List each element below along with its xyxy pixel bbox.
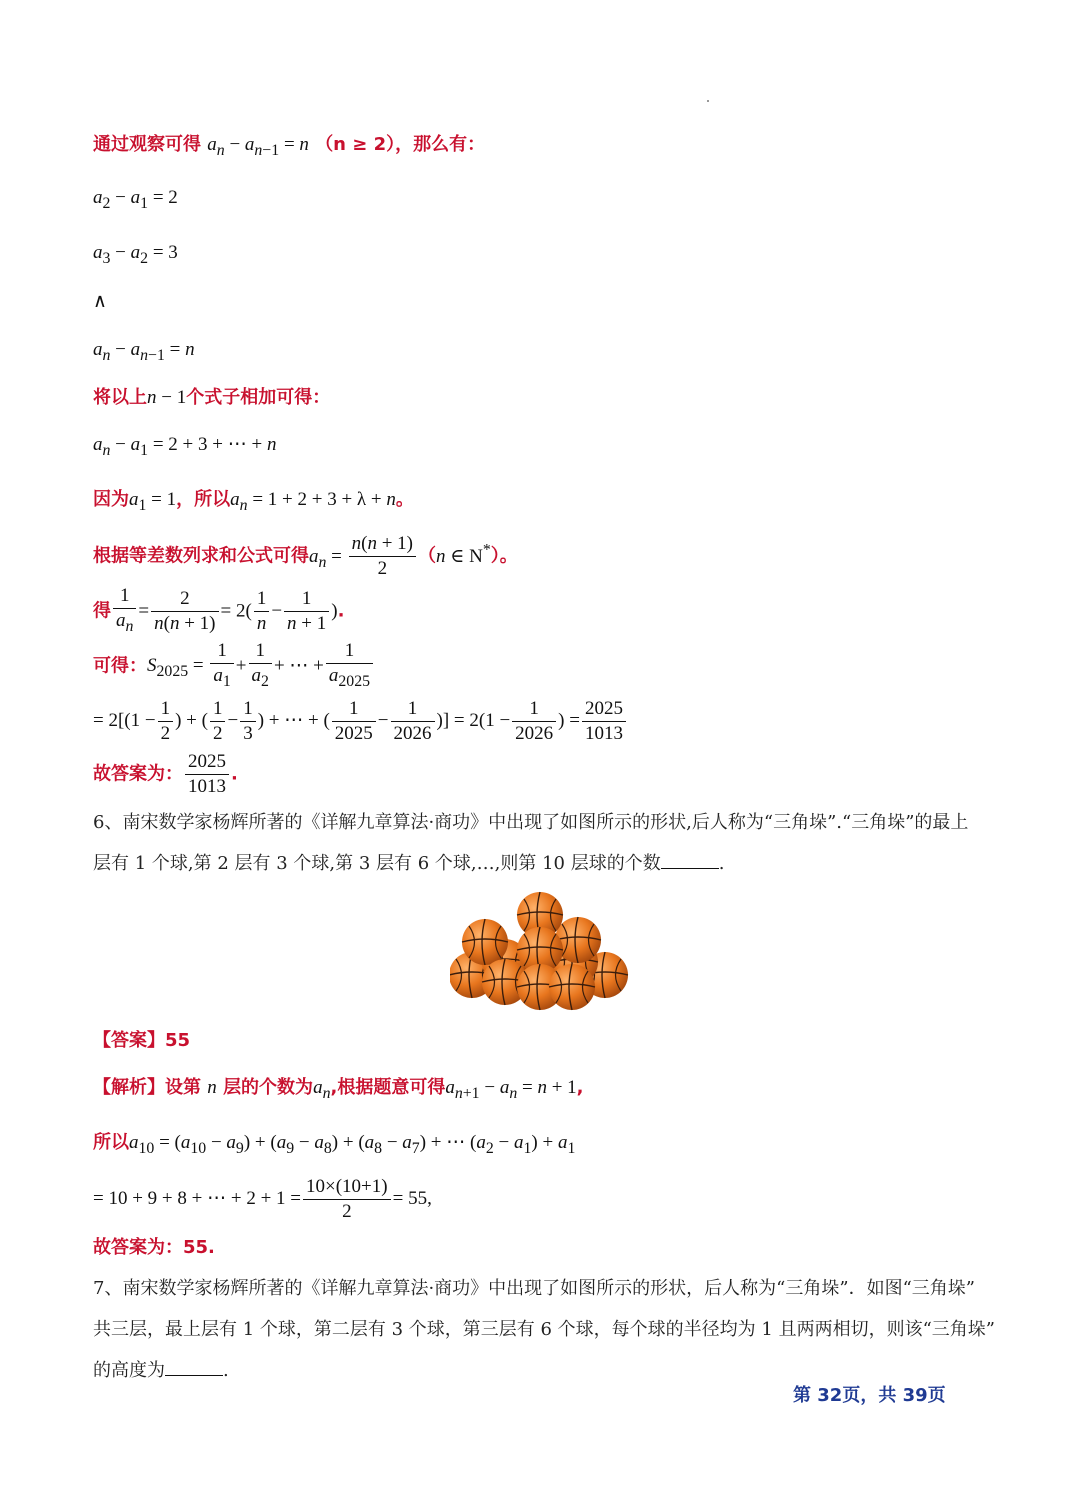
telescoping-line: = 2[(1 − $\frac{1}{2}$ ) + ( $\frac{1}{2}$ − $\frac{1}{3}$ ) + ⋯ + ( $\frac{1}{2025}$ − $\frac{1}{2026}$ )] = 2(1 − $\frac{1}{2026}$ ) = $\frac{2025}{1013}$ bbox=[93, 697, 628, 746]
partial-sum-line: 可得：$S_{2025}$ = $\frac{1}{a_1}$ + $\frac{1}{a_2}$ + ⋯ + $\frac{1}{a_{2025}}$ bbox=[93, 639, 375, 694]
equation-2: $a_3 - a_2 = 3$ bbox=[93, 242, 178, 267]
q6-line1: 6、南宋数学家杨辉所著的《详解九章算法·商功》中出现了如图所示的形状,后人称为“三角垛”.“三角垛”的最上 bbox=[93, 812, 969, 833]
answer-blank bbox=[165, 1359, 223, 1376]
q7-line2: 共三层，最上层有 1 个球，第二层有 3 个球，第三层有 6 个球，每个球的半径均为 1 且两两相切，则该“三角垛” bbox=[93, 1319, 995, 1340]
since-line: 因为$a_1 = 1$，所以$a_n = 1 + 2 + 3 + \lambda + n$。 bbox=[93, 489, 414, 514]
equation-n: $a_n - a_{n-1} = n$ bbox=[93, 339, 195, 364]
q6-answer-tag: 【答案】55 bbox=[93, 1030, 191, 1051]
sum-statement: 将以上n − 1个式子相加可得： bbox=[93, 387, 331, 408]
q6-final-answer: 故答案为：55. bbox=[93, 1237, 215, 1258]
formula-line: 根据等差数列求和公式可得$a_n$ = $\frac{n(n + 1)}{2}$ （n ∈ N*）。 bbox=[93, 533, 518, 579]
q7-line1: 7、南宋数学家杨辉所著的《详解九章算法·商功》中出现了如图所示的形状，后人称为“三角垛”．如图“三角垛” bbox=[93, 1278, 975, 1299]
page-footer: 第 32页，共 39页 bbox=[793, 1385, 946, 1406]
equation-1: $a_2 - a_1 = 2$ bbox=[93, 187, 178, 212]
q6-analysis: 【解析】设第 n 层的个数为$a_n$,根据题意可得$a_{n+1} - a_n = n + 1$, bbox=[93, 1077, 584, 1102]
speck bbox=[707, 100, 709, 102]
q7-line3: 的高度为 . bbox=[93, 1360, 229, 1381]
observation-line: 通过观察可得 $a_n - a_{n-1} = n$ （n ≥ 2），那么有： bbox=[93, 134, 486, 159]
sum-equation: $a_n - a_1 = 2 + 3$ + ⋯ + n bbox=[93, 434, 277, 459]
q6-line2: 层有 1 个球,第 2 层有 3 个球,第 3 层有 6 个球,…,则第 10 层球的个数 . bbox=[93, 853, 725, 874]
ellipsis-symbol: ∧ bbox=[93, 291, 107, 312]
q6-calculation: = 10 + 9 + 8 + ⋯ + 2 + 1 = $\frac{10\times(10+1)}{2}$ = 55, bbox=[93, 1176, 432, 1222]
q6-sum-decomposition: 所以$a_{10} = (a_{10} - a_9) + (a_9 - a_8) + (a_8 - a_7)$ + ⋯ $(a_2 - a_1) + a_1$ bbox=[93, 1132, 576, 1157]
answer-blank bbox=[661, 852, 719, 869]
answer-line-5: 故答案为： $\frac{2025}{1013}$ . bbox=[93, 751, 238, 797]
reciprocal-line: 得 $\frac{1}{a_n}$ = $\frac{2}{n(n + 1)}$ = 2( $\frac{1}{n}$ − $\frac{1}{n + 1}$ ). bbox=[93, 585, 345, 635]
basketball-pyramid-image bbox=[450, 890, 630, 1015]
